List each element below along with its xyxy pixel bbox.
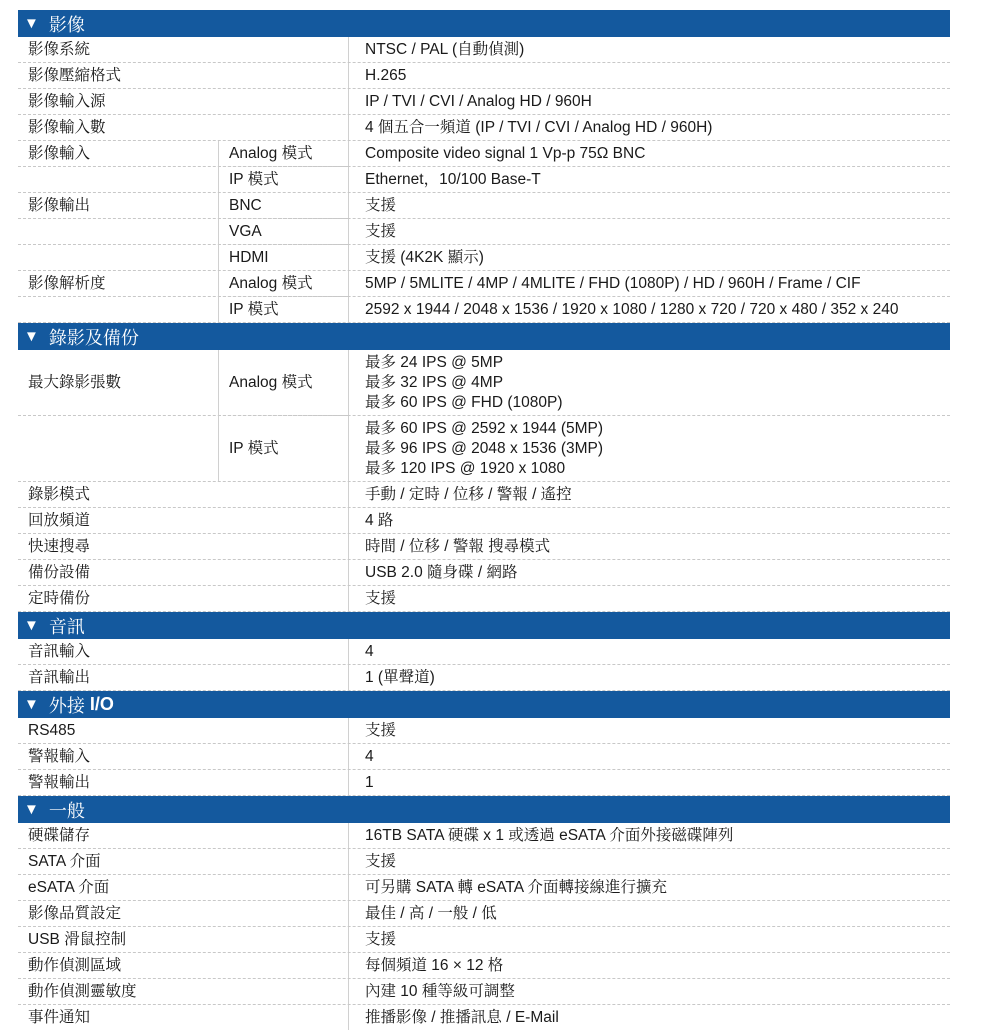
triangle-down-icon: ▼ — [24, 617, 39, 634]
spec-value: 2592 x 1944 / 2048 x 1536 / 1920 x 1080 / 1280 x 720 / 720 x 480 / 352 x 240 — [348, 297, 950, 322]
spec-label: eSATA 介面 — [28, 879, 110, 896]
spec-label: 影像輸入 — [28, 145, 91, 162]
spec-label-empty — [18, 167, 218, 192]
spec-row — [18, 63, 950, 89]
spec-value: 1 — [348, 770, 950, 795]
spec-value: 支援 — [348, 586, 950, 611]
spec-label: SATA 介面 — [28, 853, 101, 870]
spec-sublabel: BNC — [218, 193, 348, 219]
spec-row — [18, 482, 950, 508]
section-header-video — [18, 10, 950, 37]
spec-value: 支援 — [348, 718, 950, 743]
spec-label: 錄影模式 — [28, 486, 91, 503]
spec-row — [18, 953, 950, 979]
section-title: 音訊 — [48, 616, 85, 637]
spec-value: Composite video signal 1 Vp-p 75Ω BNC — [348, 141, 950, 166]
triangle-down-icon: ▼ — [24, 801, 39, 818]
spec-label: 警報輸入 — [28, 748, 91, 765]
spec-label: 音訊輸入 — [28, 643, 91, 660]
spec-value: 支援 — [348, 219, 950, 244]
spec-label: 音訊輸出 — [28, 669, 91, 686]
spec-value: USB 2.0 隨身碟 / 網路 — [348, 560, 950, 585]
spec-value: 5MP / 5MLITE / 4MP / 4MLITE / FHD (1080P) / HD / 960H / Frame / CIF — [348, 271, 950, 296]
spec-value: 1 (單聲道) — [348, 665, 950, 690]
spec-label: 影像輸入源 — [28, 93, 106, 110]
spec-row — [18, 193, 950, 219]
spec-value: 16TB SATA 硬碟 x 1 或透過 eSATA 介面外接磁碟陣列 — [348, 823, 950, 848]
spec-row — [18, 115, 950, 141]
section-header-general — [18, 796, 950, 823]
spec-value-line: 最多 120 IPS @ 1920 x 1080 — [365, 460, 566, 477]
spec-label: 硬碟儲存 — [28, 827, 91, 844]
spec-label-empty — [18, 245, 218, 270]
spec-label: RS485 — [28, 722, 76, 739]
spec-label: 影像壓縮格式 — [28, 67, 122, 84]
spec-value: NTSC / PAL (自動偵測) — [348, 37, 950, 62]
spec-row — [18, 167, 950, 193]
spec-label: 快速搜尋 — [28, 538, 91, 555]
section-title-bold: I/O — [89, 694, 114, 714]
spec-value-list — [348, 350, 950, 415]
spec-sublabel: Analog 模式 — [218, 350, 348, 416]
spec-row — [18, 770, 950, 796]
spec-label: 定時備份 — [28, 590, 91, 607]
spec-value: 每個頻道 16 × 12 格 — [348, 953, 950, 978]
spec-value: 4 — [348, 639, 950, 664]
spec-label: USB 滑鼠控制 — [28, 931, 127, 948]
spec-value: 支援 (4K2K 顯示) — [348, 245, 950, 270]
spec-label-empty — [18, 297, 218, 322]
spec-sublabel: IP 模式 — [218, 297, 348, 322]
spec-value-line: 最多 60 IPS @ FHD (1080P) — [365, 394, 563, 411]
spec-value: H.265 — [348, 63, 950, 88]
triangle-down-icon: ▼ — [24, 696, 39, 713]
spec-label: 回放頻道 — [28, 512, 91, 529]
spec-row — [18, 219, 950, 245]
spec-value: 支援 — [348, 927, 950, 952]
spec-value: 推播影像 / 推播訊息 / E-Mail — [348, 1005, 950, 1030]
spec-label-empty — [18, 416, 218, 481]
spec-sublabel: VGA — [218, 219, 348, 245]
section-header-io — [18, 691, 950, 718]
spec-label: 警報輸出 — [28, 774, 91, 791]
spec-value: 支援 — [348, 849, 950, 874]
spec-value-line: 最多 32 IPS @ 4MP — [365, 374, 504, 391]
spec-row — [18, 416, 950, 482]
spec-sublabel: HDMI — [218, 245, 348, 270]
spec-label: 影像輸入數 — [28, 119, 106, 136]
spec-row — [18, 271, 950, 297]
spec-value-line: 最多 96 IPS @ 2048 x 1536 (3MP) — [365, 440, 604, 457]
spec-row — [18, 718, 950, 744]
spec-sublabel: Analog 模式 — [218, 141, 348, 167]
spec-value: 最佳 / 高 / 一般 / 低 — [348, 901, 950, 926]
triangle-down-icon: ▼ — [24, 328, 39, 345]
spec-row — [18, 665, 950, 691]
spec-label: 備份設備 — [28, 564, 91, 581]
section-title: 錄影及備份 — [48, 327, 139, 348]
spec-row — [18, 508, 950, 534]
spec-label: 動作偵測靈敏度 — [28, 983, 137, 1000]
spec-row — [18, 639, 950, 665]
spec-value: 可另購 SATA 轉 eSATA 介面轉接線進行擴充 — [348, 875, 950, 900]
spec-label: 影像輸出 — [28, 197, 91, 214]
section-title: 影像 — [48, 14, 85, 35]
spec-label-empty — [18, 219, 218, 244]
spec-value: 手動 / 定時 / 位移 / 警報 / 遙控 — [348, 482, 950, 507]
spec-row — [18, 350, 950, 416]
section-header-audio — [18, 612, 950, 639]
spec-row — [18, 560, 950, 586]
section-header-recording — [18, 323, 950, 350]
spec-value-line: 最多 24 IPS @ 5MP — [365, 354, 504, 371]
spec-row — [18, 875, 950, 901]
spec-row — [18, 37, 950, 63]
spec-row — [18, 534, 950, 560]
spec-label: 最大錄影張數 — [28, 374, 122, 391]
spec-value-line: 最多 60 IPS @ 2592 x 1944 (5MP) — [365, 420, 604, 437]
section-title: 外接 — [48, 695, 85, 716]
spec-label: 事件通知 — [28, 1009, 91, 1026]
spec-sheet — [18, 10, 950, 1031]
spec-value: Ethernet，10/100 Base-T — [348, 167, 950, 192]
spec-label: 影像品質設定 — [28, 905, 122, 922]
spec-value: 支援 — [348, 193, 950, 218]
spec-sublabel: IP 模式 — [218, 416, 348, 481]
triangle-down-icon: ▼ — [24, 15, 39, 32]
spec-value: 4 個五合一頻道 (IP / TVI / CVI / Analog HD / 960H) — [348, 115, 950, 140]
spec-row — [18, 927, 950, 953]
spec-value: 4 路 — [348, 508, 950, 533]
spec-row — [18, 823, 950, 849]
spec-row — [18, 979, 950, 1005]
spec-value: IP / TVI / CVI / Analog HD / 960H — [348, 89, 950, 114]
spec-row — [18, 89, 950, 115]
spec-value-list — [348, 416, 950, 481]
spec-row — [18, 586, 950, 612]
spec-row — [18, 141, 950, 167]
spec-row — [18, 901, 950, 927]
spec-row — [18, 744, 950, 770]
spec-label: 影像解析度 — [28, 275, 106, 292]
spec-label: 影像系統 — [28, 41, 91, 58]
spec-sublabel: IP 模式 — [218, 167, 348, 192]
spec-row — [18, 849, 950, 875]
spec-value: 時間 / 位移 / 警報 搜尋模式 — [348, 534, 950, 559]
spec-row — [18, 297, 950, 323]
spec-label: 動作偵測區域 — [28, 957, 122, 974]
spec-sublabel: Analog 模式 — [218, 271, 348, 297]
spec-row — [18, 1005, 950, 1031]
spec-value: 4 — [348, 744, 950, 769]
spec-row — [18, 245, 950, 271]
section-title: 一般 — [48, 800, 85, 821]
spec-value: 內建 10 種等級可調整 — [348, 979, 950, 1004]
